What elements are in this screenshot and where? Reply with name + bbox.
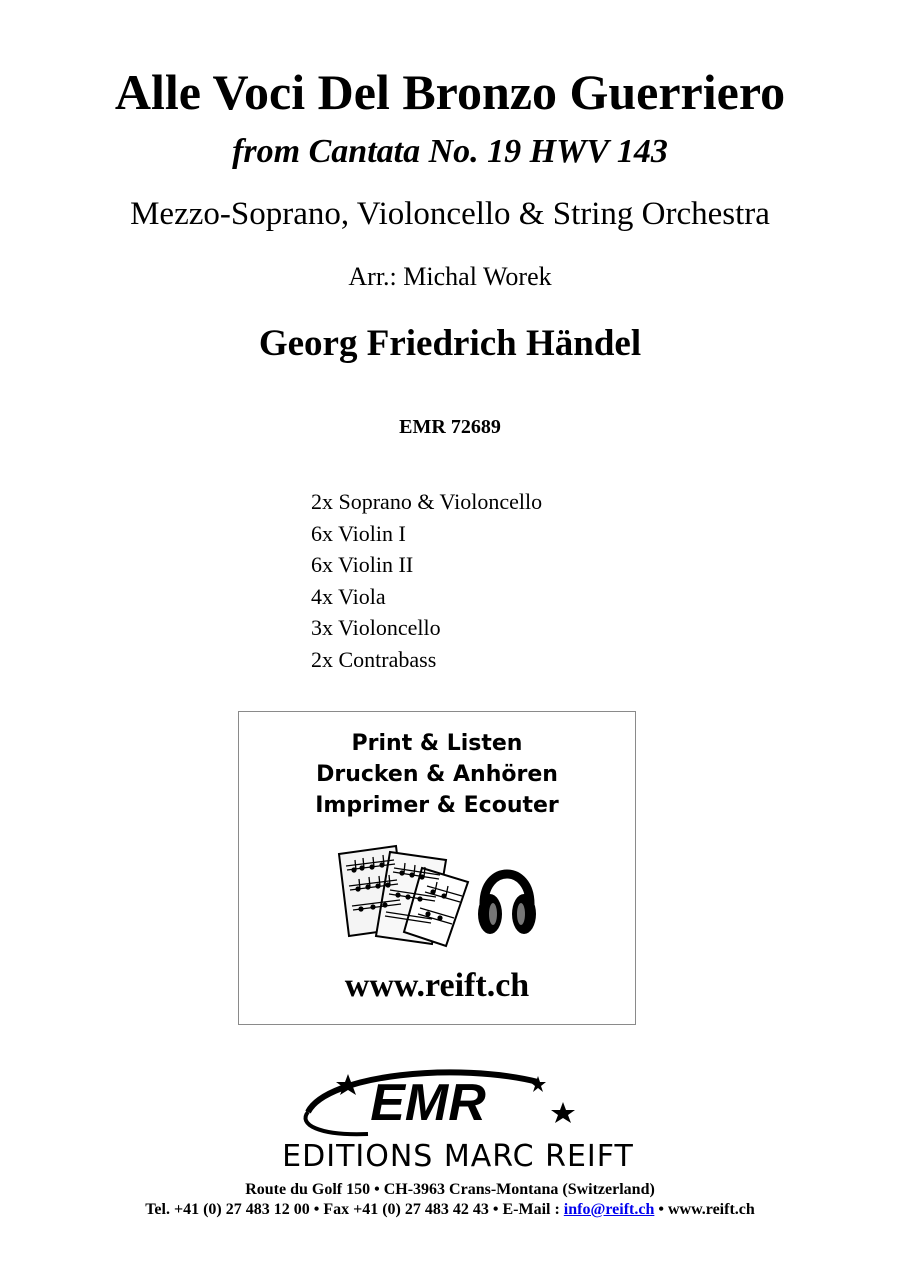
website-text: www.reift.ch xyxy=(344,967,530,1004)
publisher-contact xyxy=(0,1200,900,1220)
parts-list xyxy=(311,486,542,676)
instrumentation: Mezzo-Soprano, Violoncello & String Orchestra xyxy=(130,196,770,232)
promo-icons xyxy=(334,842,544,953)
contact-prefix: Tel. +41 (0) 27 483 12 00 • Fax +41 (0) 27 483 42 43 • E-Mail : xyxy=(145,1201,564,1218)
contact-suffix: • www.reift.ch xyxy=(654,1201,755,1218)
catalog-number: EMR 72689 xyxy=(399,416,501,438)
list-item: 2x Soprano & Violoncello xyxy=(311,489,543,514)
publisher-address: Route du Golf 150 • CH-3963 Crans-Montana (Switzerland) xyxy=(245,1181,655,1198)
list-item: 2x Contrabass xyxy=(311,646,437,672)
page-title: Alle Voci Del Bronzo Guerriero xyxy=(114,64,786,120)
list-item: 6x Violin I xyxy=(311,520,406,546)
print-listen-box xyxy=(238,711,636,1025)
promo-line: Print & Listen xyxy=(351,731,523,756)
arranger: Arr.: Michal Worek xyxy=(348,262,552,291)
list-item: 3x Violoncello xyxy=(311,615,441,641)
promo-line: Drucken & Anhören xyxy=(316,762,558,787)
promo-line: Imprimer & Ecouter xyxy=(315,793,559,818)
sheet-music-icon xyxy=(339,846,468,946)
list-item: 4x Viola xyxy=(311,583,386,609)
email-link[interactable]: info@reift.ch xyxy=(563,1201,655,1218)
logo-publisher-name: EDITIONS MARC REIFT xyxy=(282,1139,634,1174)
emr-logo xyxy=(238,1062,678,1179)
composer: Georg Friedrich Händel xyxy=(258,323,642,364)
subtitle: from Cantata No. 19 HWV 143 xyxy=(232,133,668,170)
logo-emr-text: EMR xyxy=(370,1074,486,1132)
headphones-icon xyxy=(478,874,536,934)
list-item: 6x Violin II xyxy=(311,552,414,578)
